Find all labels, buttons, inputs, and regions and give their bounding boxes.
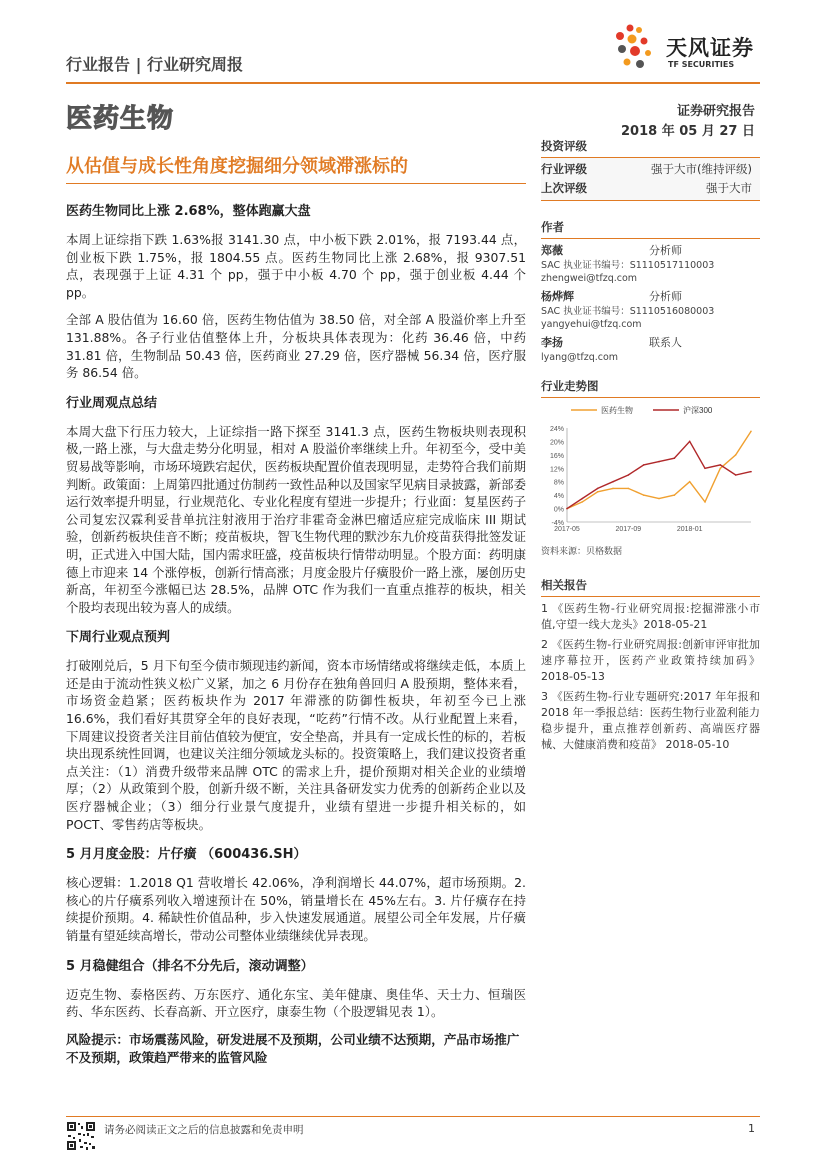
title-rule: [66, 183, 526, 184]
related-report-link[interactable]: 3 《医药生物-行业专题研究:2017 年年报和 2018 年一季报总结：医药生物行业盈利能力稳步提升，重点推荐创新药、高端医疗器械、大健康消费和疫苗》 2018-05-10: [541, 690, 760, 751]
data-point: [612, 488, 614, 490]
section-heading: 行业周观点总结: [66, 395, 158, 411]
section-heading: 5 月稳健组合（排名不分先后，滚动调整）: [66, 958, 314, 974]
data-point: [597, 491, 599, 493]
main-body: [66, 200, 526, 1067]
x-tick-label: 2018-01: [676, 526, 703, 533]
sector-name: 医药生物: [66, 104, 175, 134]
rating-box: [541, 157, 760, 201]
rating-value: 强于大市: [706, 181, 752, 195]
paragraph: 全部 A 股估值为 16.60 倍，医药生物估值为 38.50 倍，对全部 A 股溢价率上升至 131.88%。各子行业估值整体上升，分板块具体表现为：化药 36.46 倍，中药 31.81 倍，生物制品 50.43 倍，医药商业 27.29 倍，医疗器械 56.34 倍，医疗服务 86.54 倍。: [66, 312, 526, 381]
paragraph: 本周大盘下行压力较大，上证综指一路下探至 3141.3 点，医药生物板块则表现积极,一路上涨，与大盘走势分化明显，相对 A 股溢价率继续上升。年初至今，受中美贸易战等影响，市场环境跌宕起伏，医药板块配置价值表现明显，走势符合我们前期判断。政策面：上周第四批通过仿制药一致性品种以及国家罕见病目录披露，新部委运行效率提升明显，行业规范化、专业化程度有望进一步提升；行业面：复星医药子公司复宏汉霖利妥昔单抗注射液用于治疗非霍奇金淋巴瘤适应症完成临床 III 期试验，创新药板块佳音不断；疫苗板块，智飞生物代理的默沙东九价疫苗获得批签发证明，正式进入中国大陆，国内需求旺盛，疫苗板块行情带动明显。个股方面：药明康德上市迎来 14 个涨停板，创新行情高涨；月度金股片仔癀股价一路上涨，屡创历史新高，年初至今涨幅已达 28.5%，品牌 OTC 作为我们一直重点推荐的板块，相关个股均表现出较为喜人的成绩。: [66, 423, 526, 615]
related-report-link[interactable]: 1 《医药生物-行业研究周报:挖掘滞涨小市值,守望一线大龙头》2018-05-21: [541, 602, 760, 631]
series-line-0: [567, 431, 751, 508]
data-point: [674, 494, 676, 496]
rating-heading: 投资评级: [541, 139, 587, 153]
y-tick-label: -4%: [551, 520, 564, 527]
footer-rule: [66, 1116, 760, 1117]
y-tick-label: 0%: [553, 506, 564, 514]
report-type: 证券研究报告: [676, 104, 755, 119]
data-point: [689, 481, 691, 483]
author-entry: [541, 289, 760, 331]
author-entry: [541, 335, 760, 364]
author-cert: SAC 执业证书编号：S1110517110003: [541, 260, 715, 271]
author-role: 联系人: [649, 336, 682, 349]
y-tick-label: 24%: [549, 426, 564, 433]
sidebar: [541, 138, 760, 753]
legend-label: 医药生物: [601, 406, 633, 415]
data-point: [628, 488, 630, 490]
author-name: 李扬: [541, 336, 563, 349]
data-point: [735, 474, 737, 476]
report-date: 2018 年 05 月 27 日: [621, 124, 755, 139]
data-point: [658, 498, 660, 500]
header-rule: [66, 82, 760, 84]
author-cert: SAC 执业证书编号：S1110516080003: [541, 306, 715, 317]
data-point: [643, 494, 645, 496]
data-point: [628, 474, 630, 476]
x-tick-label: 2017-05: [554, 526, 580, 533]
logo-mark-icon: [610, 22, 662, 74]
data-point: [582, 501, 584, 503]
author-email[interactable]: zhengwei@tfzq.com: [541, 273, 638, 284]
trend-heading: 行业走势图: [541, 378, 760, 398]
data-point: [750, 431, 752, 433]
page-number: 1: [748, 1122, 755, 1135]
data-point: [750, 471, 752, 473]
data-point: [612, 481, 614, 483]
rating-key: 上次评级: [541, 181, 587, 195]
paragraph: 打破刚兑后，5 月下旬至今债市频现违约新闻，资本市场情绪或将继续走低，本质上还是由于流动性狭义松广义紧，加之 6 月份存在独角兽回归 A 股预期，整体来看，市场资金趋紧；医药板块作为 2017 年滞涨的防御性板块，年初至今已上涨 16.6%，我们看好其贯穿全年的良好表现，“吃药”行情不改。从行业配置上来看，下周建议投资者关注目前估值较为便宜，安全垫高，并具有一定成长性的标的，若板块出现系统性回调，也建议关注细分领域龙头标的。投资策略上，我们建议投资者重点关注：（1）消费升级带来品牌 OTC 的需求上升，提价预期对相关企业的业绩增厚；（2）从政策到个股，创新升级不断，关注具备研发实力优秀的创新药企业以及医疗器械企业；（3）细分行业景气度提升，业绩有望进一步提升相关标的，如 POCT、零售药店等板块。: [66, 658, 526, 832]
section-heading: 下周行业观点预判: [66, 630, 171, 646]
author-name: 郑薇: [541, 244, 563, 257]
data-point: [735, 454, 737, 456]
data-point: [582, 498, 584, 500]
section-heading: 5 月月度金股：片仔癀 （600436.SH）: [66, 847, 307, 863]
author-entry: [541, 243, 760, 285]
rating-row: [541, 160, 760, 179]
y-tick-label: 20%: [549, 439, 564, 447]
y-tick-label: 16%: [549, 452, 564, 460]
data-point: [720, 467, 722, 469]
data-point: [704, 467, 706, 469]
company-logo: [610, 22, 770, 74]
chart-source: 资料来源：贝格数据: [541, 547, 623, 557]
related-heading: 相关报告: [541, 577, 760, 597]
rating-value: 强于大市(维持评级): [651, 162, 752, 176]
disclaimer-link[interactable]: 请务必阅读正文之后的信息披露和免责申明: [104, 1124, 304, 1136]
report-category: 行业报告 | 行业研究周报: [66, 55, 243, 74]
author-name: 杨烨辉: [541, 290, 574, 303]
legend-label: 沪深300: [683, 406, 713, 415]
data-point: [566, 508, 568, 510]
author-role: 分析师: [649, 244, 682, 257]
data-point: [643, 464, 645, 466]
y-tick-label: 8%: [553, 479, 564, 487]
trend-chart: [541, 402, 760, 542]
data-point: [689, 441, 691, 443]
section-heading: 医药生物同比上涨 2.68%，整体跑赢大盘: [66, 204, 311, 219]
data-point: [658, 461, 660, 463]
author-email[interactable]: yangyehui@tfzq.com: [541, 319, 642, 330]
x-tick-label: 2017-09: [615, 526, 642, 533]
data-point: [674, 457, 676, 459]
risk-warning: 风险提示：市场震荡风险，研发进展不及预期，公司业绩不达预期，产品市场推广不及预期，政策趋严带来的监管风险: [66, 1031, 520, 1065]
paragraph: 核心逻辑：1.2018 Q1 营收增长 42.06%，净利润增长 44.07%，超市场预期。2. 核心的片仔癀系列收入增速预计在 50%，销量增长在 45%左右。3. 片仔癀存在持续提价预期。4. 稀缺性价值品种，步入快速发展通道。展望公司全年发展，片仔癀销量有望延续高增长，带动公司整体业绩继续优异表现。: [66, 875, 526, 943]
data-point: [720, 464, 722, 466]
rating-key: 行业评级: [541, 162, 587, 176]
related-report-link[interactable]: 2 《医药生物-行业研究周报:创新审评审批加速序幕拉开，医药产业政策持续加码》 2018-05-13: [541, 638, 760, 683]
paragraph: 迈克生物、泰格医药、万东医疗、通化东宝、美年健康、奥佳华、天士力、恒瑞医药、华东医药、长春高新、开立医疗，康泰生物（个股逻辑见表 1）。: [66, 986, 526, 1020]
report-title: 从估值与成长性角度挖掘细分领域滞涨标的: [66, 156, 408, 177]
author-role: 分析师: [649, 290, 682, 303]
y-tick-label: 4%: [553, 493, 564, 501]
data-point: [597, 488, 599, 490]
logo-subtext: TF SECURITIES: [668, 60, 735, 69]
qr-code-icon: [66, 1121, 96, 1151]
author-email[interactable]: lyang@tfzq.com: [541, 352, 619, 363]
rating-row: [541, 179, 760, 198]
paragraph: 本周上证综指下跌 1.63%报 3141.30 点，中小板下跌 2.01%，报 7193.44 点，创业板下跌 1.75%，报 1804.55 点。医药生物同比上涨 2.68%，报 9307.51 点，表现强于上证 4.31 个 pp，强于中小板 4.70 个 pp，强于创业板 4.44 个 pp。: [66, 232, 526, 300]
data-point: [704, 501, 706, 503]
logo-text: 天风证券: [666, 36, 754, 60]
authors-heading: 作者: [541, 219, 760, 239]
y-tick-label: 12%: [549, 466, 564, 474]
